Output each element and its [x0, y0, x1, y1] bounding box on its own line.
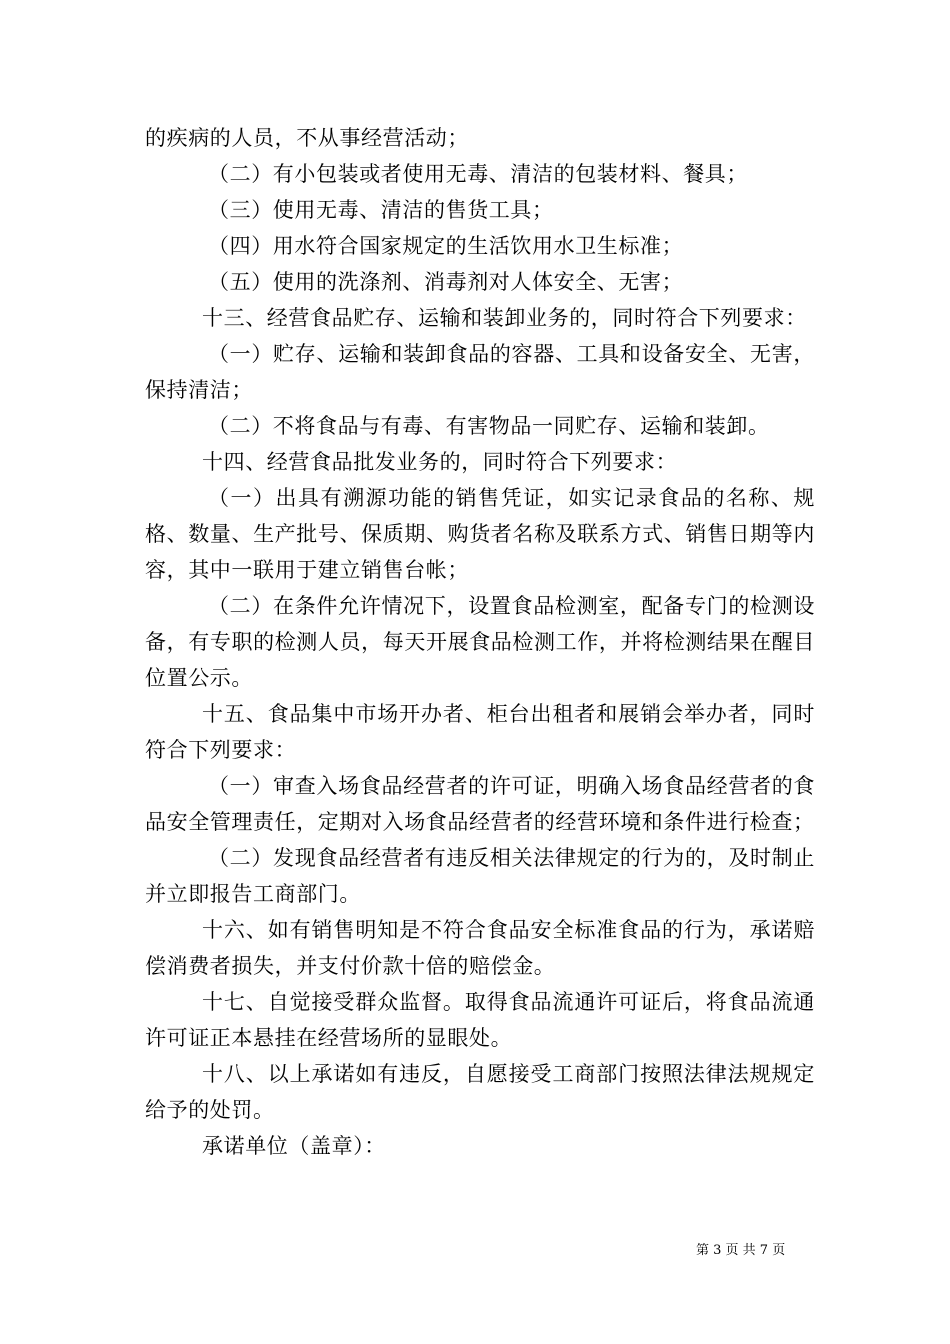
paragraph-section-15: 十五、食品集中市场开办者、柜台出租者和展销会举办者，同时符合下列要求：	[145, 702, 815, 762]
paragraph-item-4: （四）用水符合国家规定的生活饮用水卫生标准；	[208, 234, 684, 258]
paragraph-item-5: （五）使用的洗涤剂、消毒剂对人体安全、无害；	[208, 270, 684, 294]
paragraph-14-item-2: （二）在条件允许情况下，设置食品检测室，配备专门的检测设备，有专职的检测人员，每天开展食品检测工作，并将检测结果在醒目位置公示。	[145, 594, 815, 690]
paragraph-section-13: 十三、经营食品贮存、运输和装卸业务的，同时符合下列要求：	[202, 306, 807, 330]
paragraph-item-2: （二）有小包装或者使用无毒、清洁的包装材料、餐具；	[208, 162, 748, 186]
paragraph-section-17: 十七、自觉接受群众监督。取得食品流通许可证后，将食品流通许可证正本悬挂在经营场所的显眼处。	[145, 990, 815, 1050]
paragraph-14-item-1: （一）出具有溯源功能的销售凭证，如实记录食品的名称、规格、数量、生产批号、保质期、购货者名称及联系方式、销售日期等内容，其中一联用于建立销售台帐；	[145, 486, 815, 582]
paragraph-section-14: 十四、经营食品批发业务的，同时符合下列要求：	[202, 450, 678, 474]
paragraph-15-item-1: （一）审查入场食品经营者的许可证，明确入场食品经营者的食品安全管理责任，定期对入场食品经营者的经营环境和条件进行检查；	[145, 774, 815, 834]
paragraph-13-item-1: （一）贮存、运输和装卸食品的容器、工具和设备安全、无害，保持清洁；	[145, 342, 815, 402]
paragraph-section-18: 十八、以上承诺如有违反，自愿接受工商部门按照法律法规规定给予的处罚。	[145, 1062, 815, 1122]
paragraph-section-16: 十六、如有销售明知是不符合食品安全标准食品的行为，承诺赔偿消费者损失，并支付价款十倍的赔偿金。	[145, 918, 815, 978]
document-body	[145, 120, 815, 1164]
signature-line: 承诺单位（盖章）：	[202, 1134, 386, 1158]
paragraph-13-item-2: （二）不将食品与有毒、有害物品一同贮存、运输和装卸。	[208, 414, 770, 438]
paragraph-item-3: （三）使用无毒、清洁的售货工具；	[208, 198, 554, 222]
paragraph-15-item-2: （二）发现食品经营者有违反相关法律规定的行为的，及时制止并立即报告工商部门。	[145, 846, 815, 906]
page-number-footer: 第 3 页 共 7 页	[696, 1243, 786, 1258]
paragraph-continuation: 的疾病的人员，不从事经营活动；	[145, 126, 469, 150]
